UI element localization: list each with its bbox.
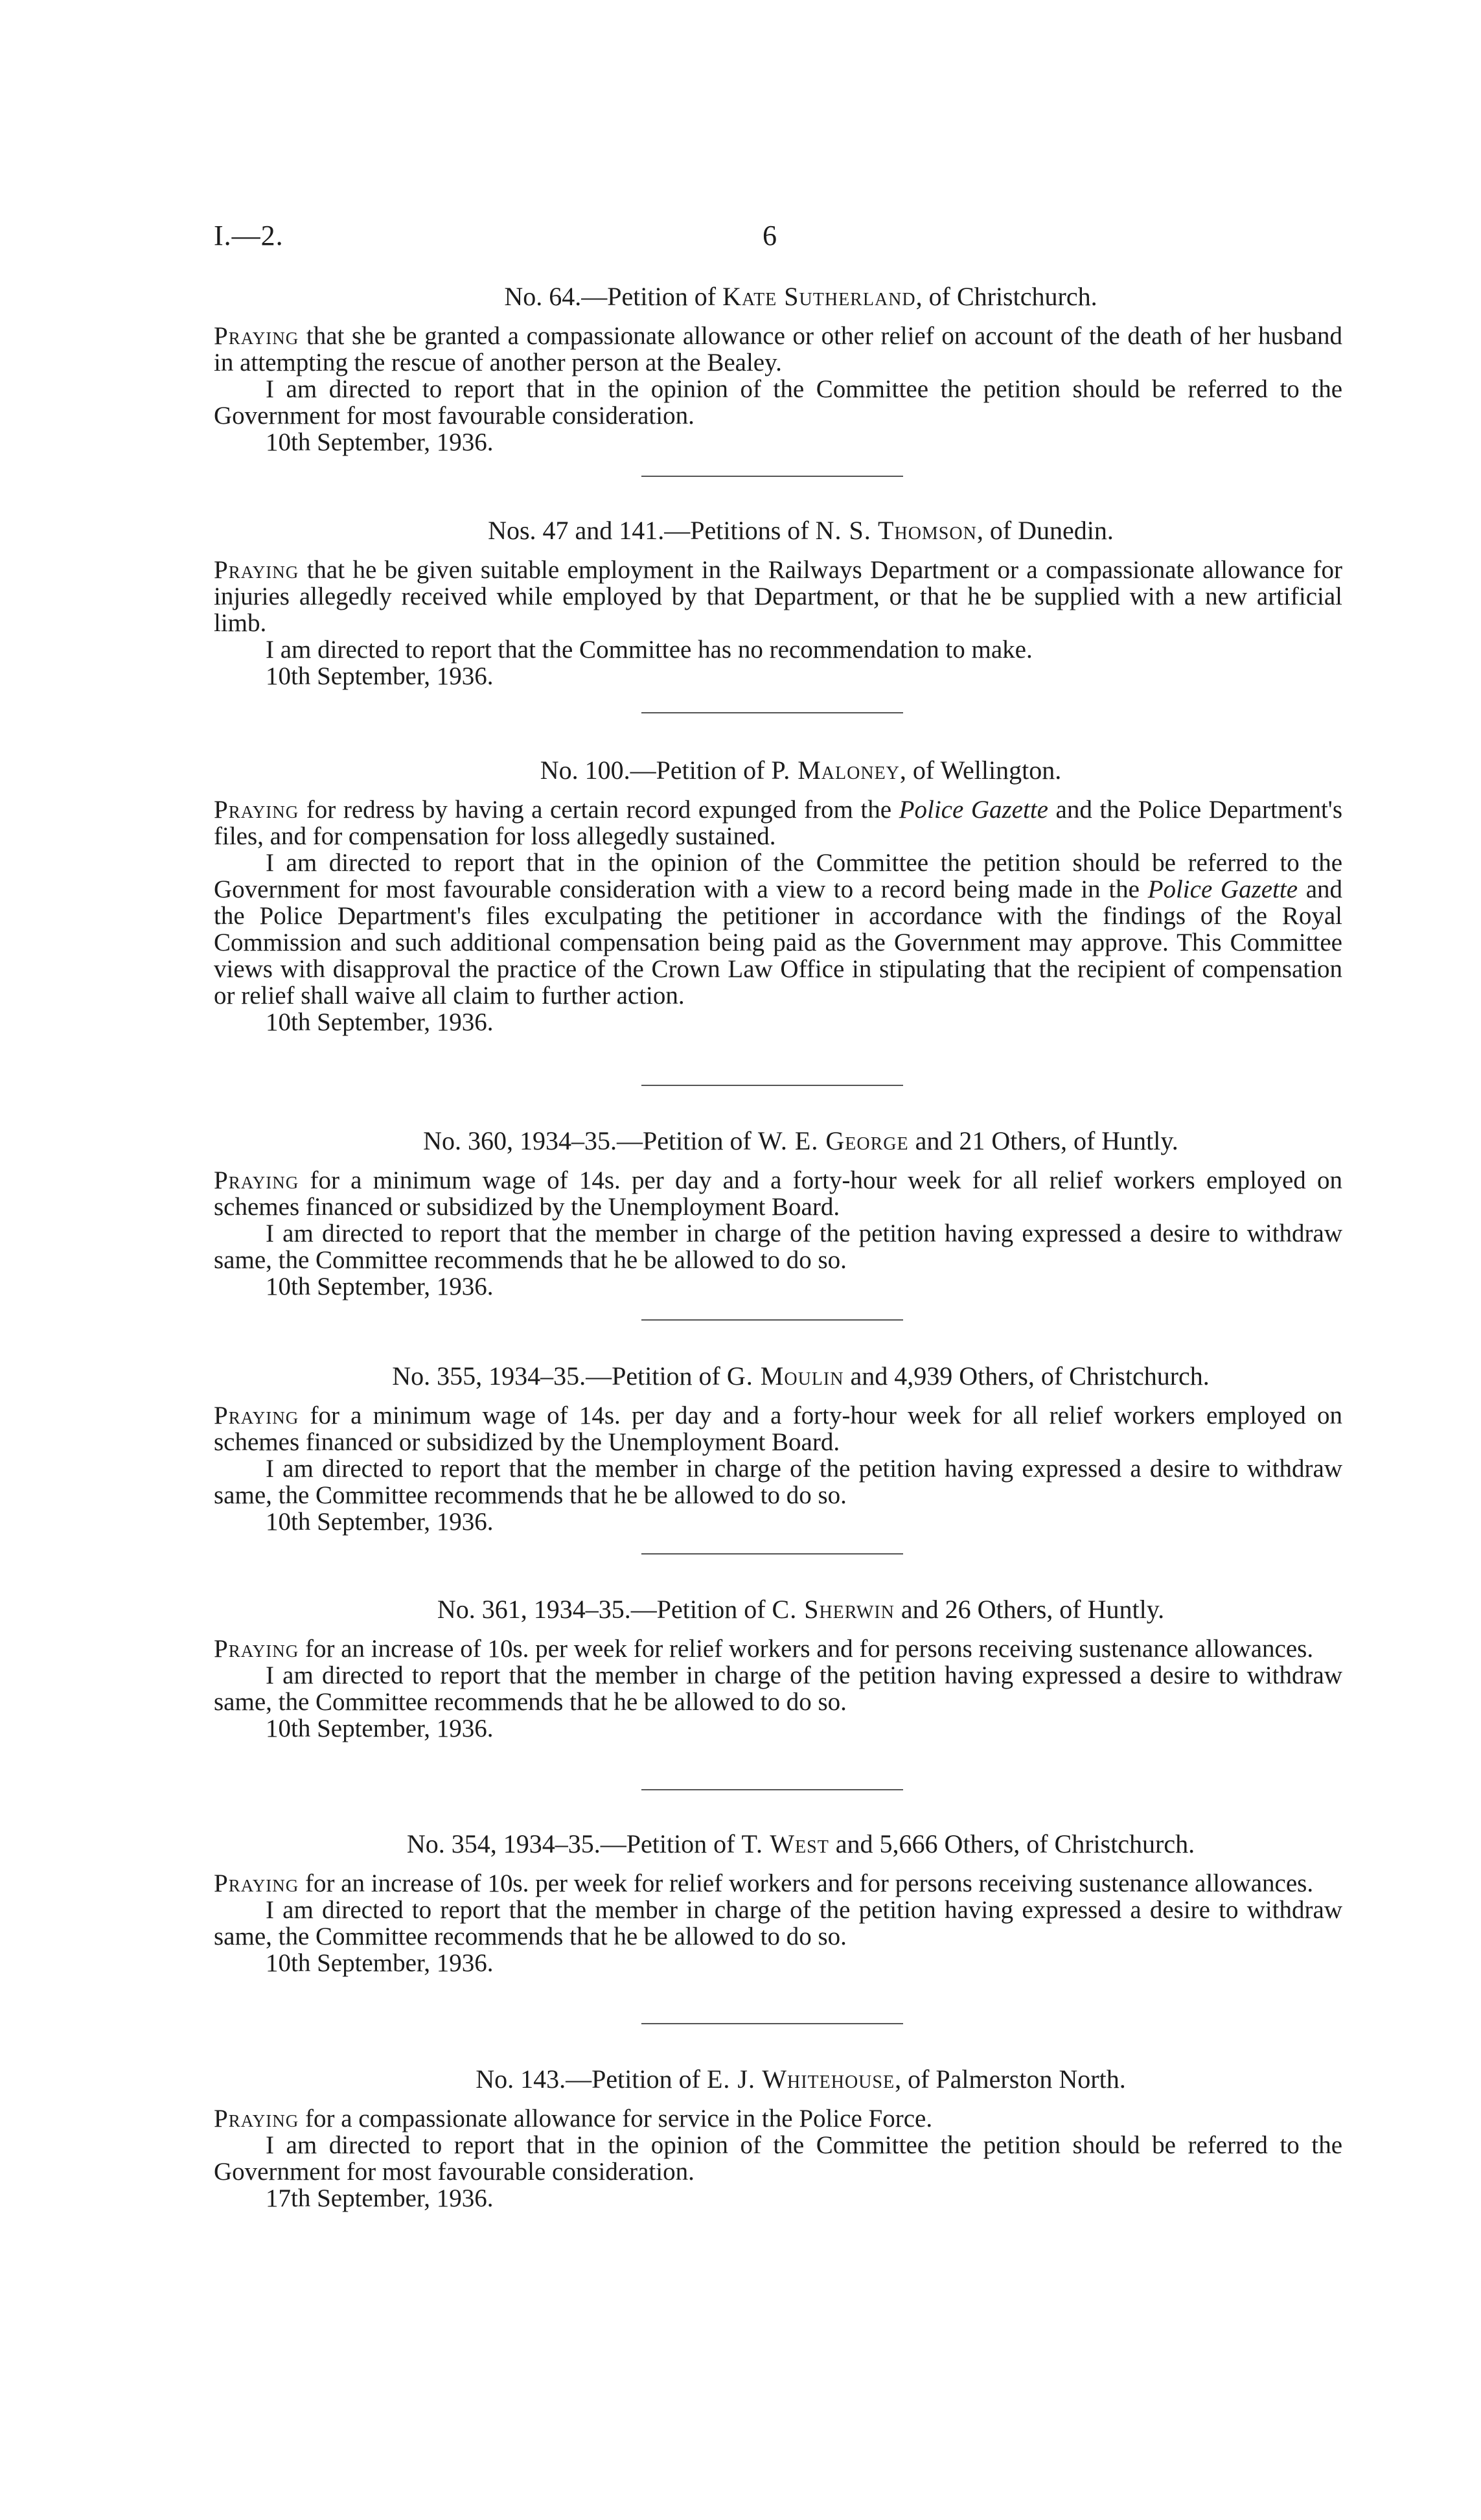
petitioner-name: Kate Sutherland bbox=[722, 282, 916, 311]
date-line: 10th September, 1936. bbox=[266, 1273, 494, 1300]
petition-heading: No. 354, 1934–35.—Petition of T. West and 5,666 Others, of Christchurch. bbox=[406, 1829, 1195, 1858]
petition-360 bbox=[214, 1127, 1342, 1300]
praying-paragraph: Praying for a minimum wage of 14s. per day and a forty-hour week for all relief workers employed on schemes financed or subsidized by the Unemployment Board. bbox=[214, 1166, 1342, 1221]
section-divider bbox=[641, 476, 903, 477]
section-divider bbox=[641, 1319, 903, 1321]
praying-paragraph: Praying for a minimum wage of 14s. per day and a forty-hour week for all relief workers employed on schemes financed or subsidized by the Unemployment Board. bbox=[214, 1402, 1342, 1456]
petitioner-name: C. Sherwin bbox=[772, 1595, 895, 1624]
petitioner-name: G. Moulin bbox=[726, 1361, 844, 1391]
section-divider bbox=[641, 1085, 903, 1086]
date-line: 10th September, 1936. bbox=[266, 428, 494, 456]
petition-heading: No. 143.—Petition of E. J. Whitehouse, of Palmerston North. bbox=[476, 2064, 1126, 2094]
date-line: 10th September, 1936. bbox=[266, 1008, 494, 1036]
petition-361 bbox=[214, 1596, 1342, 1742]
praying-paragraph: Praying that she be granted a compassionate allowance or other relief on account of the death of her husband in attempting the rescue of another person at the Bealey. bbox=[214, 322, 1342, 376]
petition-heading: No. 355, 1934–35.—Petition of G. Moulin and 4,939 Others, of Christchurch. bbox=[392, 1361, 1210, 1391]
petition-355 bbox=[214, 1363, 1342, 1535]
petition-100 bbox=[214, 757, 1342, 1035]
praying-paragraph: Praying for an increase of 10s. per week for relief workers and for persons receiving sustenance allowances. bbox=[214, 1869, 1314, 1897]
petition-heading: No. 360, 1934–35.—Petition of W. E. George and 21 Others, of Huntly. bbox=[423, 1126, 1178, 1155]
petition-143 bbox=[214, 2066, 1342, 2212]
page-number: 6 bbox=[763, 220, 777, 251]
date-line: 10th September, 1936. bbox=[266, 1508, 494, 1536]
praying-paragraph: Praying for redress by having a certain record expunged from the Police Gazette and the Police Department's files, and for compensation for loss allegedly sustained. bbox=[214, 796, 1343, 850]
section-divider bbox=[641, 712, 903, 713]
direction-paragraph: I am directed to report that in the opinion of the Committee the petition should be referred to the Government for most favourable consideration. bbox=[214, 2131, 1342, 2186]
section-divider bbox=[641, 2023, 903, 2024]
date-line: 17th September, 1936. bbox=[266, 2184, 494, 2212]
petitioner-name: T. West bbox=[741, 1829, 829, 1858]
petition-354 bbox=[214, 1831, 1342, 1976]
direction-paragraph: I am directed to report that in the opinion of the Committee the petition should be referred to the Government for most favourable consideration. bbox=[214, 375, 1342, 430]
praying-paragraph: Praying for a compassionate allowance for service in the Police Force. bbox=[214, 2105, 933, 2133]
petition-heading: No. 64.—Petition of Kate Sutherland, of Christchurch. bbox=[504, 282, 1097, 311]
petitioner-name: W. E. George bbox=[757, 1126, 909, 1155]
date-line: 10th September, 1936. bbox=[266, 1949, 494, 1977]
direction-paragraph: I am directed to report that the member in charge of the petition having expressed a desire to withdraw same, the Committee recommends that he be allowed to do so. bbox=[214, 1220, 1342, 1274]
petition-47-141 bbox=[214, 517, 1342, 689]
direction-paragraph: I am directed to report that in the opinion of the Committee the petition should be referred to the Government for most favourable consideration with a view to a record being made in the Police Gazette and the Police Department's files exculpating the petitioner in accordance with the findings of the Royal Commission and such additional compensation being paid as the Government may approve. This Committee views with disapproval the practice of the Crown Law Office in stipulating that the recipient of compensation or relief shall waive all claim to further action. bbox=[214, 849, 1343, 1010]
direction-paragraph: I am directed to report that the member in charge of the petition having expressed a desire to withdraw same, the Committee recommends that he be allowed to do so. bbox=[214, 1455, 1342, 1509]
direction-paragraph: I am directed to report that the member in charge of the petition having expressed a desire to withdraw same, the Committee recommends that he be allowed to do so. bbox=[214, 1661, 1342, 1716]
petition-heading: Nos. 47 and 141.—Petitions of N. S. Thomson, of Dunedin. bbox=[488, 516, 1114, 545]
petition-64 bbox=[214, 283, 1342, 456]
petitioner-name: P. Maloney bbox=[771, 756, 900, 785]
section-divider bbox=[641, 1553, 903, 1555]
section-divider bbox=[641, 1789, 903, 1790]
petition-heading: No. 361, 1934–35.—Petition of C. Sherwin and 26 Others, of Huntly. bbox=[437, 1595, 1165, 1624]
petition-heading: No. 100.—Petition of P. Maloney, of Wellington. bbox=[540, 756, 1062, 785]
date-line: 10th September, 1936. bbox=[266, 662, 494, 690]
document-reference: I.—2. bbox=[214, 220, 284, 251]
direction-paragraph: I am directed to report that the member in charge of the petition having expressed a desire to withdraw same, the Committee recommends that he be allowed to do so. bbox=[214, 1896, 1342, 1950]
praying-paragraph: Praying for an increase of 10s. per week for relief workers and for persons receiving sustenance allowances. bbox=[214, 1635, 1314, 1663]
date-line: 10th September, 1936. bbox=[266, 1715, 494, 1742]
praying-paragraph: Praying that he be given suitable employment in the Railways Department or a compassionate allowance for injuries allegedly received while employed by that Department, or that he be supplied with a new artificial limb. bbox=[214, 556, 1342, 637]
petitioner-name: N. S. Thomson bbox=[815, 516, 977, 545]
direction-paragraph: I am directed to report that the Committee has no recommendation to make. bbox=[266, 636, 1033, 664]
petitioner-name: E. J. Whitehouse bbox=[706, 2064, 895, 2094]
